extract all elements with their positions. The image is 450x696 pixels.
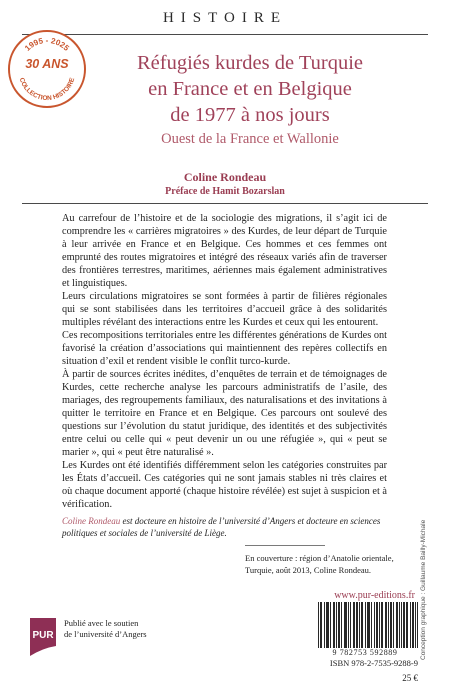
barcode-bar (376, 602, 377, 648)
author-name: Coline Rondeau (183, 170, 267, 184)
cover-credit-line-1: En couverture : région d’Anatolie orientale, (245, 553, 394, 563)
badge-collection: COLLECTION HISTOIRE (17, 76, 77, 103)
barcode-bar (344, 602, 345, 648)
barcode-bar (318, 602, 319, 648)
barcode-bar (391, 602, 392, 648)
badge-years: 1995 - 2025 (23, 36, 71, 53)
barcode-bar (406, 602, 407, 648)
barcode-bar (361, 602, 362, 648)
preface-credit: Préface de Hamit Bozarslan (165, 186, 285, 197)
barcode-bar (339, 602, 340, 648)
barcode-bar (412, 602, 413, 648)
pur-logo-text: PUR (32, 630, 54, 641)
barcode-bar (404, 602, 405, 648)
blurb-paragraph-2: Leurs circulations migratoires se sont formées à partir de filières régionales qui se sont stabilisées dans les territoires d’accueil grâce à des solidarités multiples révélant des interactions entre les Kurdes et ceux qui les entourent. (62, 291, 387, 328)
barcode-bar (407, 602, 408, 648)
title-line-2: en France et en Belgique (148, 78, 352, 100)
series-name: HISTOIRE (162, 10, 288, 26)
barcode-bar (334, 602, 335, 648)
title-line-3: de 1977 à nos jours (170, 104, 330, 126)
title-line-1: Réfugiés kurdes de Turquie (136, 52, 364, 74)
cover-credit (245, 553, 430, 576)
support-line-1: Publié avec le soutien (64, 618, 139, 628)
barcode-bar (333, 602, 334, 648)
barcode-bar (336, 602, 337, 648)
barcode-icon (318, 602, 418, 648)
barcode-bar (321, 602, 322, 648)
price: 25 € (402, 673, 418, 683)
barcode-bar (365, 602, 366, 648)
barcode-bar (354, 602, 355, 648)
support-note (64, 618, 204, 640)
barcode-bar (346, 602, 347, 648)
badge-anniversary: 30 ANS (25, 57, 69, 71)
pur-logo-icon (30, 618, 56, 656)
barcode-bar (348, 602, 349, 648)
credit-rule (245, 545, 325, 546)
barcode-bar (357, 602, 358, 648)
barcode-bar (388, 602, 389, 648)
barcode-bar (381, 602, 382, 648)
barcode-bar (417, 602, 418, 648)
barcode-bar (390, 602, 391, 648)
publisher-website[interactable]: www.pur-editions.fr (334, 590, 415, 601)
middle-rule (22, 203, 428, 204)
svg-text:1995 - 2025 (23, 36, 71, 53)
author-bio (62, 515, 387, 539)
barcode-bar (341, 602, 342, 648)
barcode-bar (338, 602, 339, 648)
blurb-paragraph-4: À partir de sources écrites inédites, d’enquêtes de terrain et de témoignages de Kurdes, cette recherche analyse les parcours administratifs de l’asile, des mariages, des regroupements familiaux, des naturalisations et des invitations à quitter le territoire en France et en Belgique. Ces parcours ont soulevé des questions sur l’évolution du statut juridique, des identités et des subjectivités entre celui ou celle qui « peut devenir un ou une réfugiée », qui « peut se marier », qui « peut être naturalisé ». (62, 369, 387, 458)
barcode-bar (399, 602, 400, 648)
cover-credit-line-2: Turquie, août 2013, Coline Rondeau. (245, 564, 371, 575)
barcode-bar (403, 602, 404, 648)
barcode-bar (326, 602, 327, 648)
blurb-paragraph-3: Ces recompositions territoriales entre les différentes générations de Kurdes ont favorisé la création d’associations qui maintiennent des repères collectifs en situation d’exil et rendent visible le conflit turco-kurde. (62, 330, 387, 367)
barcode-bar (397, 602, 398, 648)
barcode-bar (368, 602, 369, 648)
barcode-bar (345, 602, 346, 648)
barcode-bar (371, 602, 372, 648)
barcode-bar (327, 602, 328, 648)
barcode-bar (367, 602, 368, 648)
barcode-bar (379, 602, 380, 648)
book-subtitle: Ouest de la France et Wallonie (161, 131, 339, 147)
blurb-paragraph-5: Les Kurdes ont été identifiés différemment selon les catégories construites par les États d’accueil. Ces catégories qui ne sont jamais stables ni très claires et où chaque document apporté (chaque histoire révélée) est sujet à suspicion et à vérification. (62, 460, 387, 510)
barcode-bar (386, 602, 387, 648)
bio-text: est docteure en histoire de l’université d’Angers et docteure en sciences politiques et sociales de l’université de Liège. (62, 516, 381, 538)
barcode-number: 9 782753 592889 (332, 648, 398, 657)
blurb-text (62, 212, 387, 511)
barcode-bar (393, 602, 394, 648)
barcode-bar (413, 602, 414, 648)
barcode-bar (377, 602, 378, 648)
blurb-paragraph-1: Au carrefour de l’histoire et de la sociologie des migrations, il s’agit ici de comprendre les « carrières migratoires » des Kurdes, de leur départ de Turquie à leur arrivée en France et en Belgique. Ces hommes et ces femmes ont emprunté des routes migratoires et intégré des réseaux variés afin de traverser des frontières terrestres, maritimes, aériennes mais également administratives et linguistiques. (62, 213, 387, 289)
barcode-bar (396, 602, 397, 648)
barcode-bar (410, 602, 411, 648)
isbn: ISBN 978-2-7535-9288-9 (329, 658, 418, 668)
barcode-bar (382, 602, 383, 648)
barcode-bar (359, 602, 360, 648)
support-line-2: de l’université d’Angers (64, 629, 147, 639)
barcode-bar (362, 602, 363, 648)
barcode-bar (356, 602, 357, 648)
barcode-bar (415, 602, 416, 648)
barcode-bar (374, 602, 375, 648)
barcode-bar (401, 602, 402, 648)
barcode-bar (324, 602, 325, 648)
barcode-bar (328, 602, 329, 648)
bio-author-name: Coline Rondeau (62, 516, 121, 526)
barcode-bar (350, 602, 351, 648)
barcode-bar (330, 602, 331, 648)
book-title (70, 50, 430, 128)
svg-text:COLLECTION HISTOIRE (18, 76, 77, 102)
barcode-bar (320, 602, 321, 648)
barcode-bar (385, 602, 386, 648)
barcode-bar (353, 602, 354, 648)
graphic-design-credit: Conception graphique : Guillaume Bailly-Michale (420, 519, 427, 660)
barcode-bar (369, 602, 370, 648)
